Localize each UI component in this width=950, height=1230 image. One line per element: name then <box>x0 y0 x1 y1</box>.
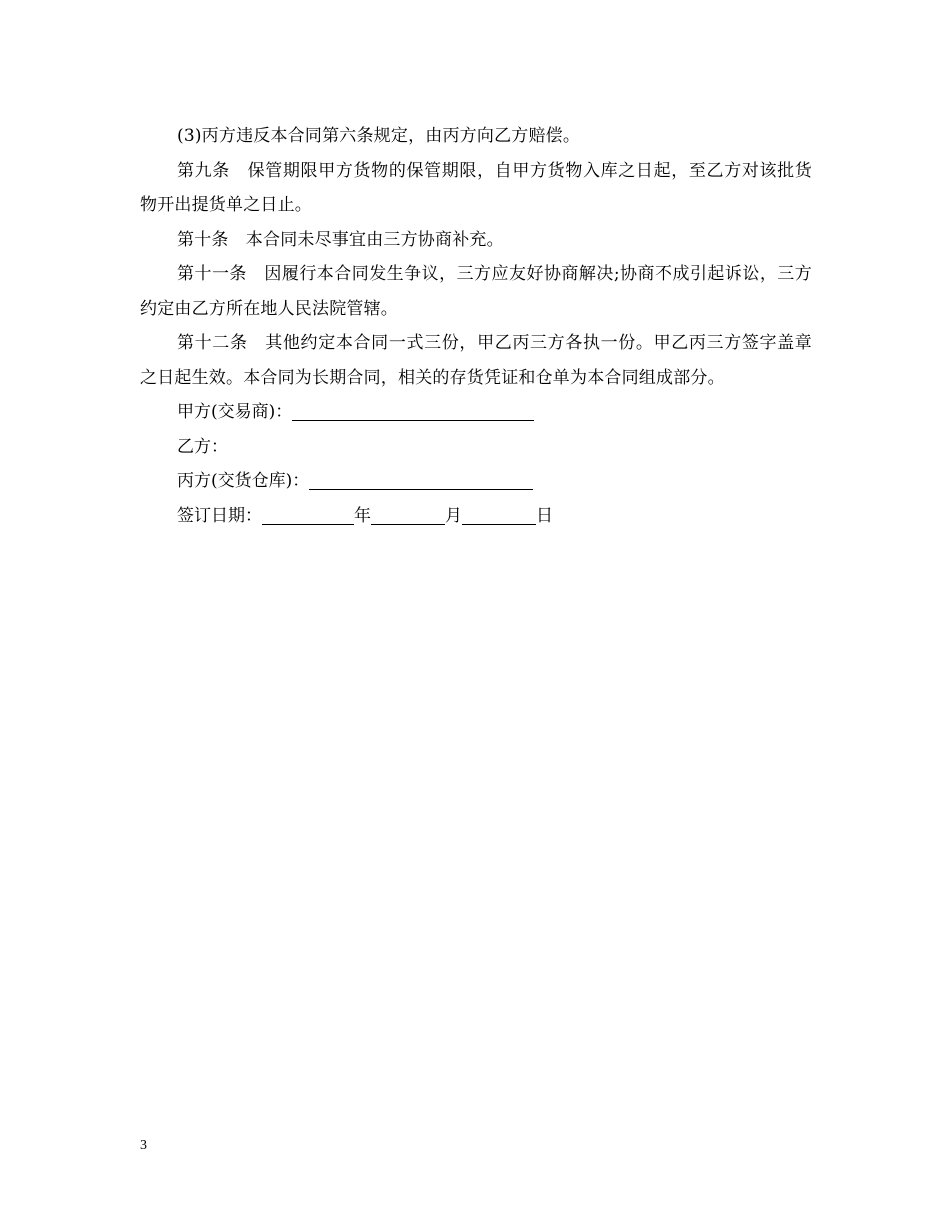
day-label: 日 <box>536 505 553 526</box>
party-c-blank <box>309 471 533 490</box>
date-label: 签订日期： <box>177 505 262 526</box>
page-number: 3 <box>140 1138 147 1153</box>
paragraph-article-12: 第十二条 其他约定本合同一式三份，甲乙丙三方各执一份。甲乙丙三方签字盖章之日起生效。本合同为长期合同，相关的存货凭证和仓单为本合同组成部分。 <box>140 333 812 388</box>
paragraph-article-11: 第十一条 因履行本合同发生争议，三方应友好协商解决;协商不成引起诉讼，三方约定由乙方所在地人民法院管辖。 <box>140 264 812 319</box>
year-blank <box>262 506 354 525</box>
contract-body <box>140 119 812 533</box>
party-a-blank <box>292 402 534 421</box>
signature-party-c <box>140 464 812 499</box>
year-label: 年 <box>354 505 371 526</box>
month-label: 月 <box>445 505 462 526</box>
paragraph-article-9: 第九条 保管期限甲方货物的保管期限，自甲方货物入库之日起，至乙方对该批货物开出提货单之日止。 <box>140 160 812 215</box>
party-c-label: 丙方(交货仓库)： <box>177 471 310 491</box>
signature-party-a <box>140 395 812 430</box>
paragraph-clause-3-compensation: (3)丙方违反本合同第六条规定，由丙方向乙方赔偿。 <box>177 126 581 146</box>
day-blank <box>462 506 536 525</box>
paragraph-article-10: 第十条 本合同未尽事宜由三方协商补充。 <box>177 229 504 250</box>
month-blank <box>371 506 445 525</box>
party-b-label: 乙方： <box>177 436 228 457</box>
signing-date <box>140 499 812 534</box>
party-a-label: 甲方(交易商)： <box>177 402 293 422</box>
signature-party-b <box>140 430 812 465</box>
